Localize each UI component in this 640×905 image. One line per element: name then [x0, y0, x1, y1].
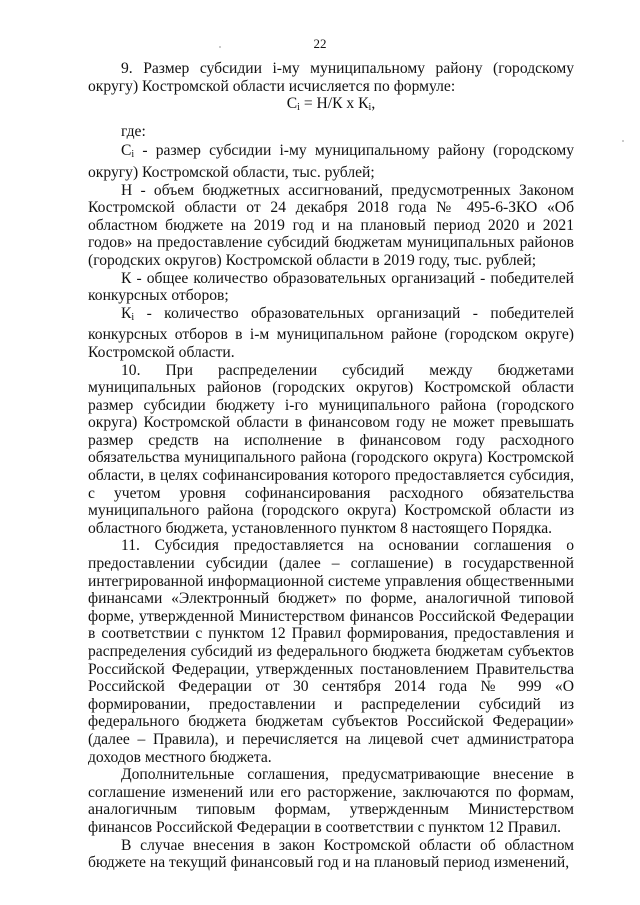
definition-c: [88, 142, 574, 181]
page-number: 22: [313, 36, 327, 51]
scan-artifact: [219, 46, 221, 48]
paragraph-amendments: В случае внесения в закон Костромской области об областном бюджете на текущий финансовый год и на плановый период изменений,: [88, 836, 574, 872]
definition-c-subscript: i: [131, 149, 135, 161]
formula-k-subscript: i: [368, 102, 372, 114]
document-body: [88, 60, 574, 872]
definition-ki-subscript: i: [131, 311, 135, 323]
formula-c: C: [286, 95, 298, 113]
paragraph-additional-agreements: Дополнительные соглашения, предусматривающие внесение в соглашение изменений или его расторжение, заключаются по формам, аналогичным типовым формам, утвержденным Министерством финансов Российской Федерации в соответствии с пунктом 12 Правил.: [88, 766, 574, 836]
definition-ki-text: - количество образовательных организаций - победителей конкурсных отборов в i-м муниципальном районе (городском округе) Костромской области.: [88, 304, 574, 361]
paragraph-9: 9. Размер субсидии i-му муниципальному району (городскому округу) Костромской области исчисляется по формуле:: [88, 60, 574, 95]
paragraph-10: 10. При распределении субсидий между бюджетами муниципальных районов (городских округов) Костромской области размер субсидии бюджету i-го муниципального района (городского округа) Костромской области в финансовом году не может превышать размер средств на исполнение в финансовом году расходного обязательства муниципального района (городского округа) Костромской области, в целях софинансирования которого предоставляется субсидия, с учетом уровня софинансирования расходного обязательства муниципального района (городского округа) Костромской области из областного бюджета, установленного пунктом 8 настоящего Порядка.: [88, 361, 574, 537]
formula-end: ,: [371, 95, 376, 113]
formula: [88, 95, 574, 117]
definition-c-symbol: C: [121, 142, 132, 160]
definition-ki: [88, 305, 574, 362]
definition-k: К - общее количество образовательных организаций - победителей конкурсных отборов;: [88, 269, 574, 305]
definition-h: Н - объем бюджетных ассигнований, предусмотренных Законом Костромской области от 24 декабря 2018 года № 495-6-ЗКО «Об областном бюджете на 2019 год и на плановый период 2020 и 2021 годов» на предоставление субсидий бюджетам муниципальных районов (городских округов) Костромской области в 2019 году, тыс. рублей;: [88, 181, 574, 269]
formula-expression: = Н/К х К: [299, 95, 369, 113]
definition-c-text: - размер субсидии i-му муниципальному району (городскому округу) Костромской области, тыс. рублей;: [88, 142, 574, 181]
paragraph-11: 11. Субсидия предоставляется на основании соглашения о предоставлении субсидии (далее – соглашение) в государственной интегрированной информационной системе управления общественными финансами «Электронный бюджет» по форме, аналогичной типовой форме, утвержденной Министерством финансов Российской Федерации в соответствии с пунктом 12 Правил формирования, предоставления и распределения субсидий из федерального бюджета бюджетам субъектов Российской Федерации, утвержденных постановлением Правительства Российской Федерации от 30 сентября 2014 года № 999 «О формировании, предоставлении и распределении субсидий из федерального бюджета бюджетам субъектов Российской Федерации» (далее – Правила), и перечисляется на лицевой счет администратора доходов местного бюджета.: [88, 537, 574, 766]
where-label: где:: [121, 122, 146, 140]
definition-ki-symbol: К: [121, 304, 132, 322]
formula-c-subscript: i: [297, 102, 300, 114]
scan-artifact: [622, 140, 624, 142]
